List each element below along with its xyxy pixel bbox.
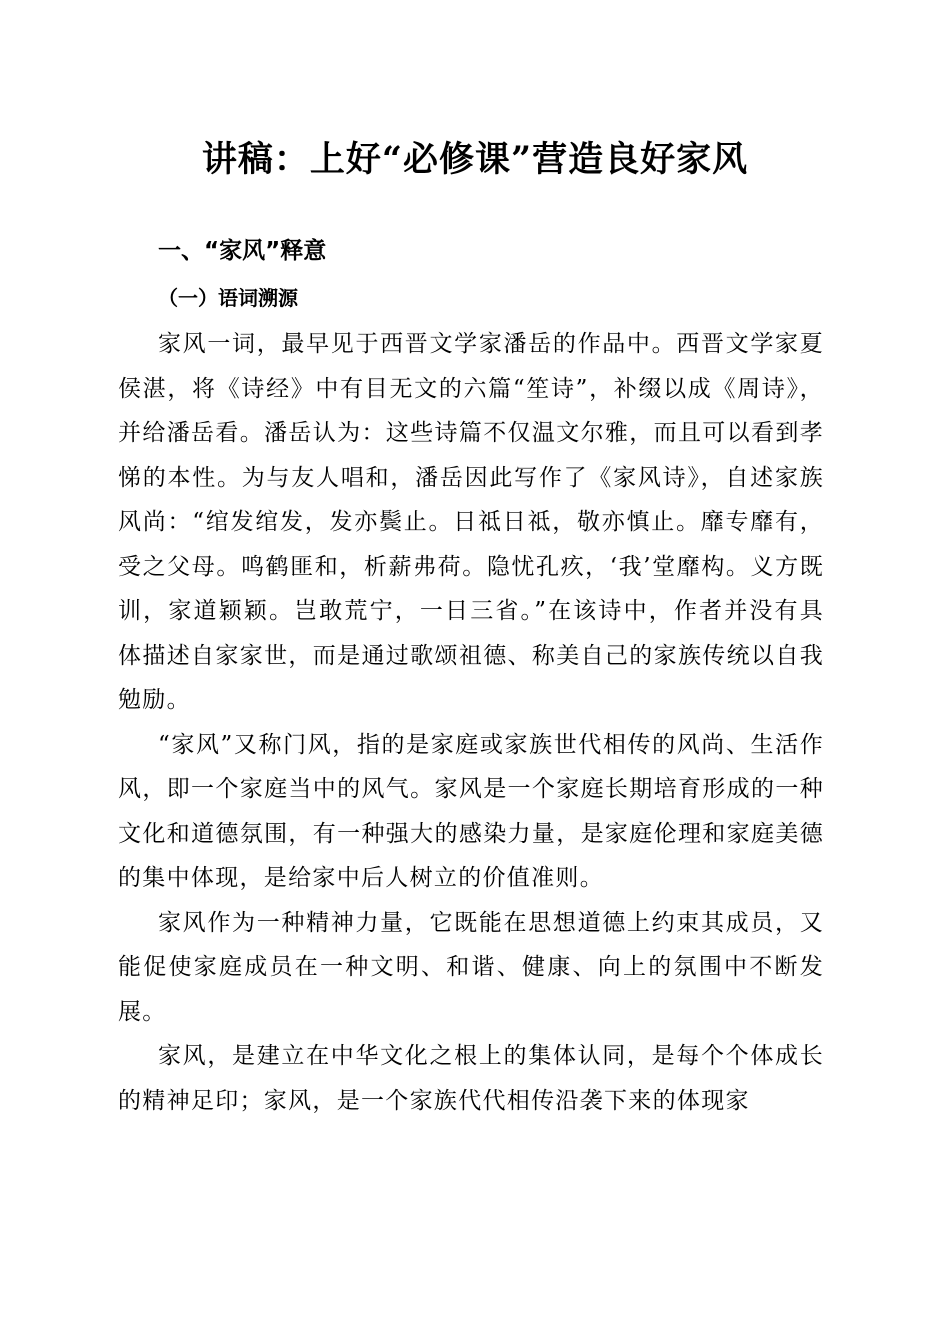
document-body bbox=[118, 322, 824, 1123]
paragraph: 家风一词，最早见于西晋文学家潘岳的作品中。西晋文学家夏侯湛，将《诗经》中有目无文的六篇“笙诗”，补缀以成《周诗》，并给潘岳看。潘岳认为：这些诗篇不仅温文尔雅，而且可以看到孝悌的本性。为与友人唱和，潘岳因此写作了《家风诗》，自述家族风尚：“绾发绾发，发亦鬓止。日祗日祗，敬亦慎止。靡专靡有，受之父母。鸣鹤匪和，析薪弗荷。隐忧孔疚，‘我’堂靡构。义方既训，家道颖颖。岂敢荒宁，一日三省。”在该诗中，作者并没有具体描述自家家世，而是通过歌颂祖德、称美自己的家族传统以自我勉励。 bbox=[118, 331, 824, 713]
paragraph: “家风”又称门风，指的是家庭或家族世代相传的风尚、生活作风，即一个家庭当中的风气。家风是一个家庭长期培育形成的一种文化和道德氛围，有一种强大的感染力量，是家庭伦理和家庭美德的集中体现，是给家中后人树立的价值准则。 bbox=[118, 731, 824, 891]
paragraph: 家风，是建立在中华文化之根上的集体认同，是每个个体成长的精神足印；家风，是一个家族代代相传沿袭下来的体现家 bbox=[118, 1043, 824, 1114]
section-heading: 一、“家风”释意 bbox=[158, 238, 327, 264]
subsection-heading: （一）语词溯源 bbox=[158, 286, 298, 310]
paragraph: 家风作为一种精神力量，它既能在思想道德上约束其成员，又能促使家庭成员在一种文明、和谐、健康、向上的氛围中不断发展。 bbox=[118, 909, 824, 1025]
document-title: 讲稿：上好“必修课”营造良好家风 bbox=[201, 139, 749, 180]
